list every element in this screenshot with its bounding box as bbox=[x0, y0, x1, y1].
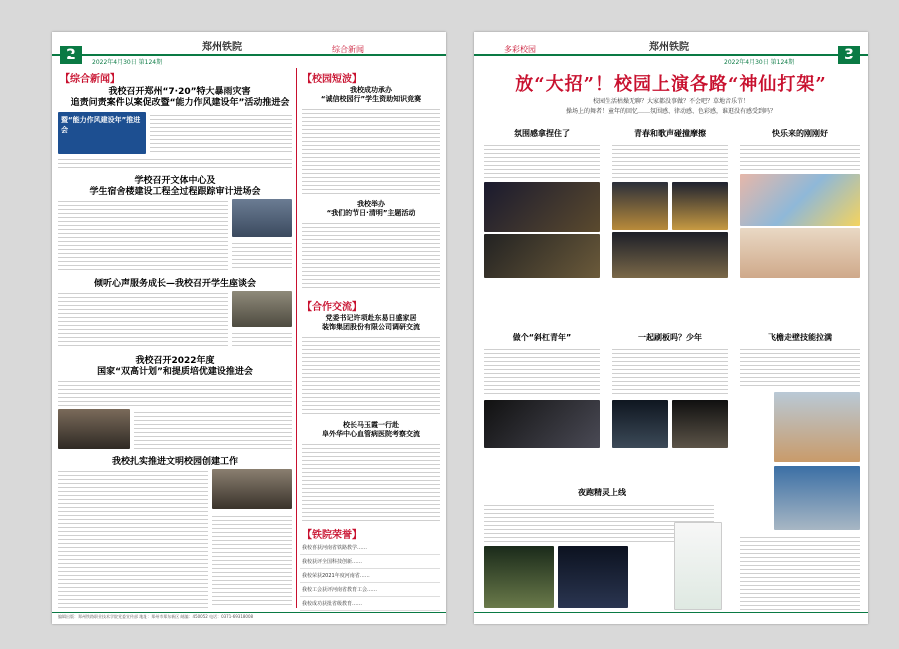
headline-3: 倾听心声服务成长—我校召开学生座谈会 bbox=[93, 279, 256, 289]
story-4-body bbox=[484, 346, 600, 396]
music-night-photo bbox=[484, 182, 600, 232]
caption-1: 氛围感拿捏住了 bbox=[514, 129, 570, 138]
story-2-body bbox=[612, 142, 728, 178]
column-divider bbox=[296, 68, 297, 608]
civil-campus-photo bbox=[212, 469, 292, 509]
newspaper-logo: 郑州铁院 bbox=[202, 42, 242, 53]
brief-2b: “我们的节日·清明”主题活动 bbox=[326, 209, 416, 217]
night-run-photo-2 bbox=[558, 546, 628, 608]
caption-6: 飞檐走壁技能拉满 bbox=[768, 333, 832, 342]
section-honor: 【铁院荣誉】 bbox=[302, 530, 362, 541]
toys-photo bbox=[740, 174, 860, 226]
story-3-body bbox=[740, 142, 860, 170]
footer-rule bbox=[52, 612, 446, 613]
headline-2: 学校召开文体中心及 bbox=[134, 176, 216, 186]
forum-photo bbox=[232, 291, 292, 327]
story-6-body bbox=[740, 346, 860, 388]
header-rule bbox=[474, 54, 868, 56]
feature-title: 放“大招”！校园上演各路“神仙打架” bbox=[515, 74, 827, 95]
skateboard-photo-2 bbox=[672, 400, 728, 448]
honor-item: 我校成功获批省级教育…… bbox=[300, 597, 440, 611]
coop-2: 校长马玉霞一行赴 bbox=[343, 421, 399, 429]
article-2-body-b bbox=[232, 240, 292, 270]
newspaper-logo: 郑州铁院 bbox=[649, 42, 689, 53]
coop-1-body bbox=[302, 334, 440, 414]
section-coop: 【合作交流】 bbox=[302, 302, 362, 313]
article-3-body-b bbox=[232, 330, 292, 346]
honor-item: 我校工会获评河南省教育工会…… bbox=[300, 583, 440, 597]
brief-1-body bbox=[302, 106, 440, 194]
coop-1: 党委书记许项赴东易日盛家居 bbox=[325, 314, 417, 322]
feature-subtitle-2: 操场上的舞者！童年的回忆……氛围感、律动感、色彩感，谁逛没有感受到吗？ bbox=[565, 108, 776, 115]
article-1-body bbox=[150, 112, 292, 154]
story-6-body-b bbox=[740, 534, 860, 610]
coop-1b: 装饰集团股份有限公司调研交流 bbox=[322, 323, 420, 331]
caption-3: 快乐来的刚刚好 bbox=[772, 129, 828, 138]
section-campus: 【校园短波】 bbox=[302, 74, 362, 85]
headline-5: 我校扎实推进文明校园创建工作 bbox=[111, 457, 238, 467]
honor-item: 我校荣获2021年度河南省…… bbox=[300, 569, 440, 583]
headline-4: 我校召开2022年度 bbox=[135, 356, 215, 366]
page-section: 多彩校园 bbox=[504, 45, 536, 54]
conference-photo bbox=[58, 409, 130, 449]
brief-1: 我校成功承办 bbox=[350, 86, 392, 94]
article-2-body bbox=[58, 198, 228, 270]
article-4-body bbox=[58, 378, 292, 406]
banner-text: 暨“能力作风建设年”推进会 bbox=[61, 116, 141, 134]
page-section: 综合新闻 bbox=[332, 45, 364, 54]
article-1-body-b bbox=[58, 156, 292, 168]
caption-5: 一起刷板吗？少年 bbox=[638, 333, 702, 342]
skateboard-photo-1 bbox=[612, 400, 668, 448]
headline-2b: 学生宿舍楼建设工程全过程跟踪审计进场会 bbox=[89, 187, 261, 197]
article-5-body bbox=[58, 468, 208, 608]
stage-photo-2 bbox=[672, 182, 728, 230]
coop-2b: 阜外华中心血管病医院考察交流 bbox=[322, 430, 420, 438]
caption-2: 青春和歌声碰撞摩擦 bbox=[634, 129, 706, 138]
app-screenshot bbox=[674, 522, 722, 610]
header-rule bbox=[52, 54, 446, 56]
article-5-body-b bbox=[212, 513, 292, 608]
story-5-body bbox=[612, 346, 728, 396]
page-3 bbox=[474, 32, 868, 624]
crowd-photo bbox=[484, 234, 600, 278]
headline-4b: 国家“双高计划”和提质培优建设推进会 bbox=[97, 367, 253, 377]
honor-item: 我校获评全国科技创新…… bbox=[300, 555, 440, 569]
brief-2-body bbox=[302, 220, 440, 290]
article-4-body-b bbox=[134, 409, 292, 449]
caption-4: 做个“斜杠青年” bbox=[512, 333, 572, 342]
caption-7: 夜跑精灵上线 bbox=[578, 488, 626, 497]
banner-photo bbox=[58, 112, 146, 154]
coop-2-body bbox=[302, 441, 440, 521]
section-news: 【综合新闻】 bbox=[60, 74, 120, 85]
story-1-body bbox=[484, 142, 600, 178]
issue-date: 2022年4月30日 第124期 bbox=[724, 59, 795, 66]
night-run-photo-1 bbox=[484, 546, 554, 608]
dance-photo bbox=[484, 400, 600, 448]
meeting-photo bbox=[232, 199, 292, 237]
brief-1b: “诚信校园行”学生资助知识竞赛 bbox=[320, 95, 422, 103]
stage-photo-3 bbox=[612, 232, 728, 278]
headline-1b: 追责问责案件以案促改暨“能力作风建设年”活动推进会 bbox=[70, 98, 290, 108]
climbing-photo-2 bbox=[774, 466, 860, 530]
stage-photo-1 bbox=[612, 182, 668, 230]
issue-date: 2022年4月30日 第124期 bbox=[92, 59, 163, 66]
brief-2: 我校举办 bbox=[357, 200, 385, 208]
article-3-body bbox=[58, 290, 228, 346]
honor-item: 我校喜获河南省铁路教学…… bbox=[300, 541, 440, 555]
footer-text: 编辑出版：郑州铁路职业技术学院党委宣传部 地址：郑州市郑东新区 邮编：450052 电话：0371-69318008 bbox=[58, 614, 254, 619]
climbing-photo-1 bbox=[774, 392, 860, 462]
feature-subtitle-1: 校园生活枯燥无聊？大家都没事做？不会吧？草地音乐节！ bbox=[592, 98, 749, 105]
headline-1: 我校召开郑州“7·20”特大暴雨灾害 bbox=[108, 87, 251, 97]
footer-rule bbox=[474, 612, 868, 613]
honor-list bbox=[300, 541, 440, 611]
game-photo bbox=[740, 228, 860, 278]
page-2 bbox=[52, 32, 446, 624]
